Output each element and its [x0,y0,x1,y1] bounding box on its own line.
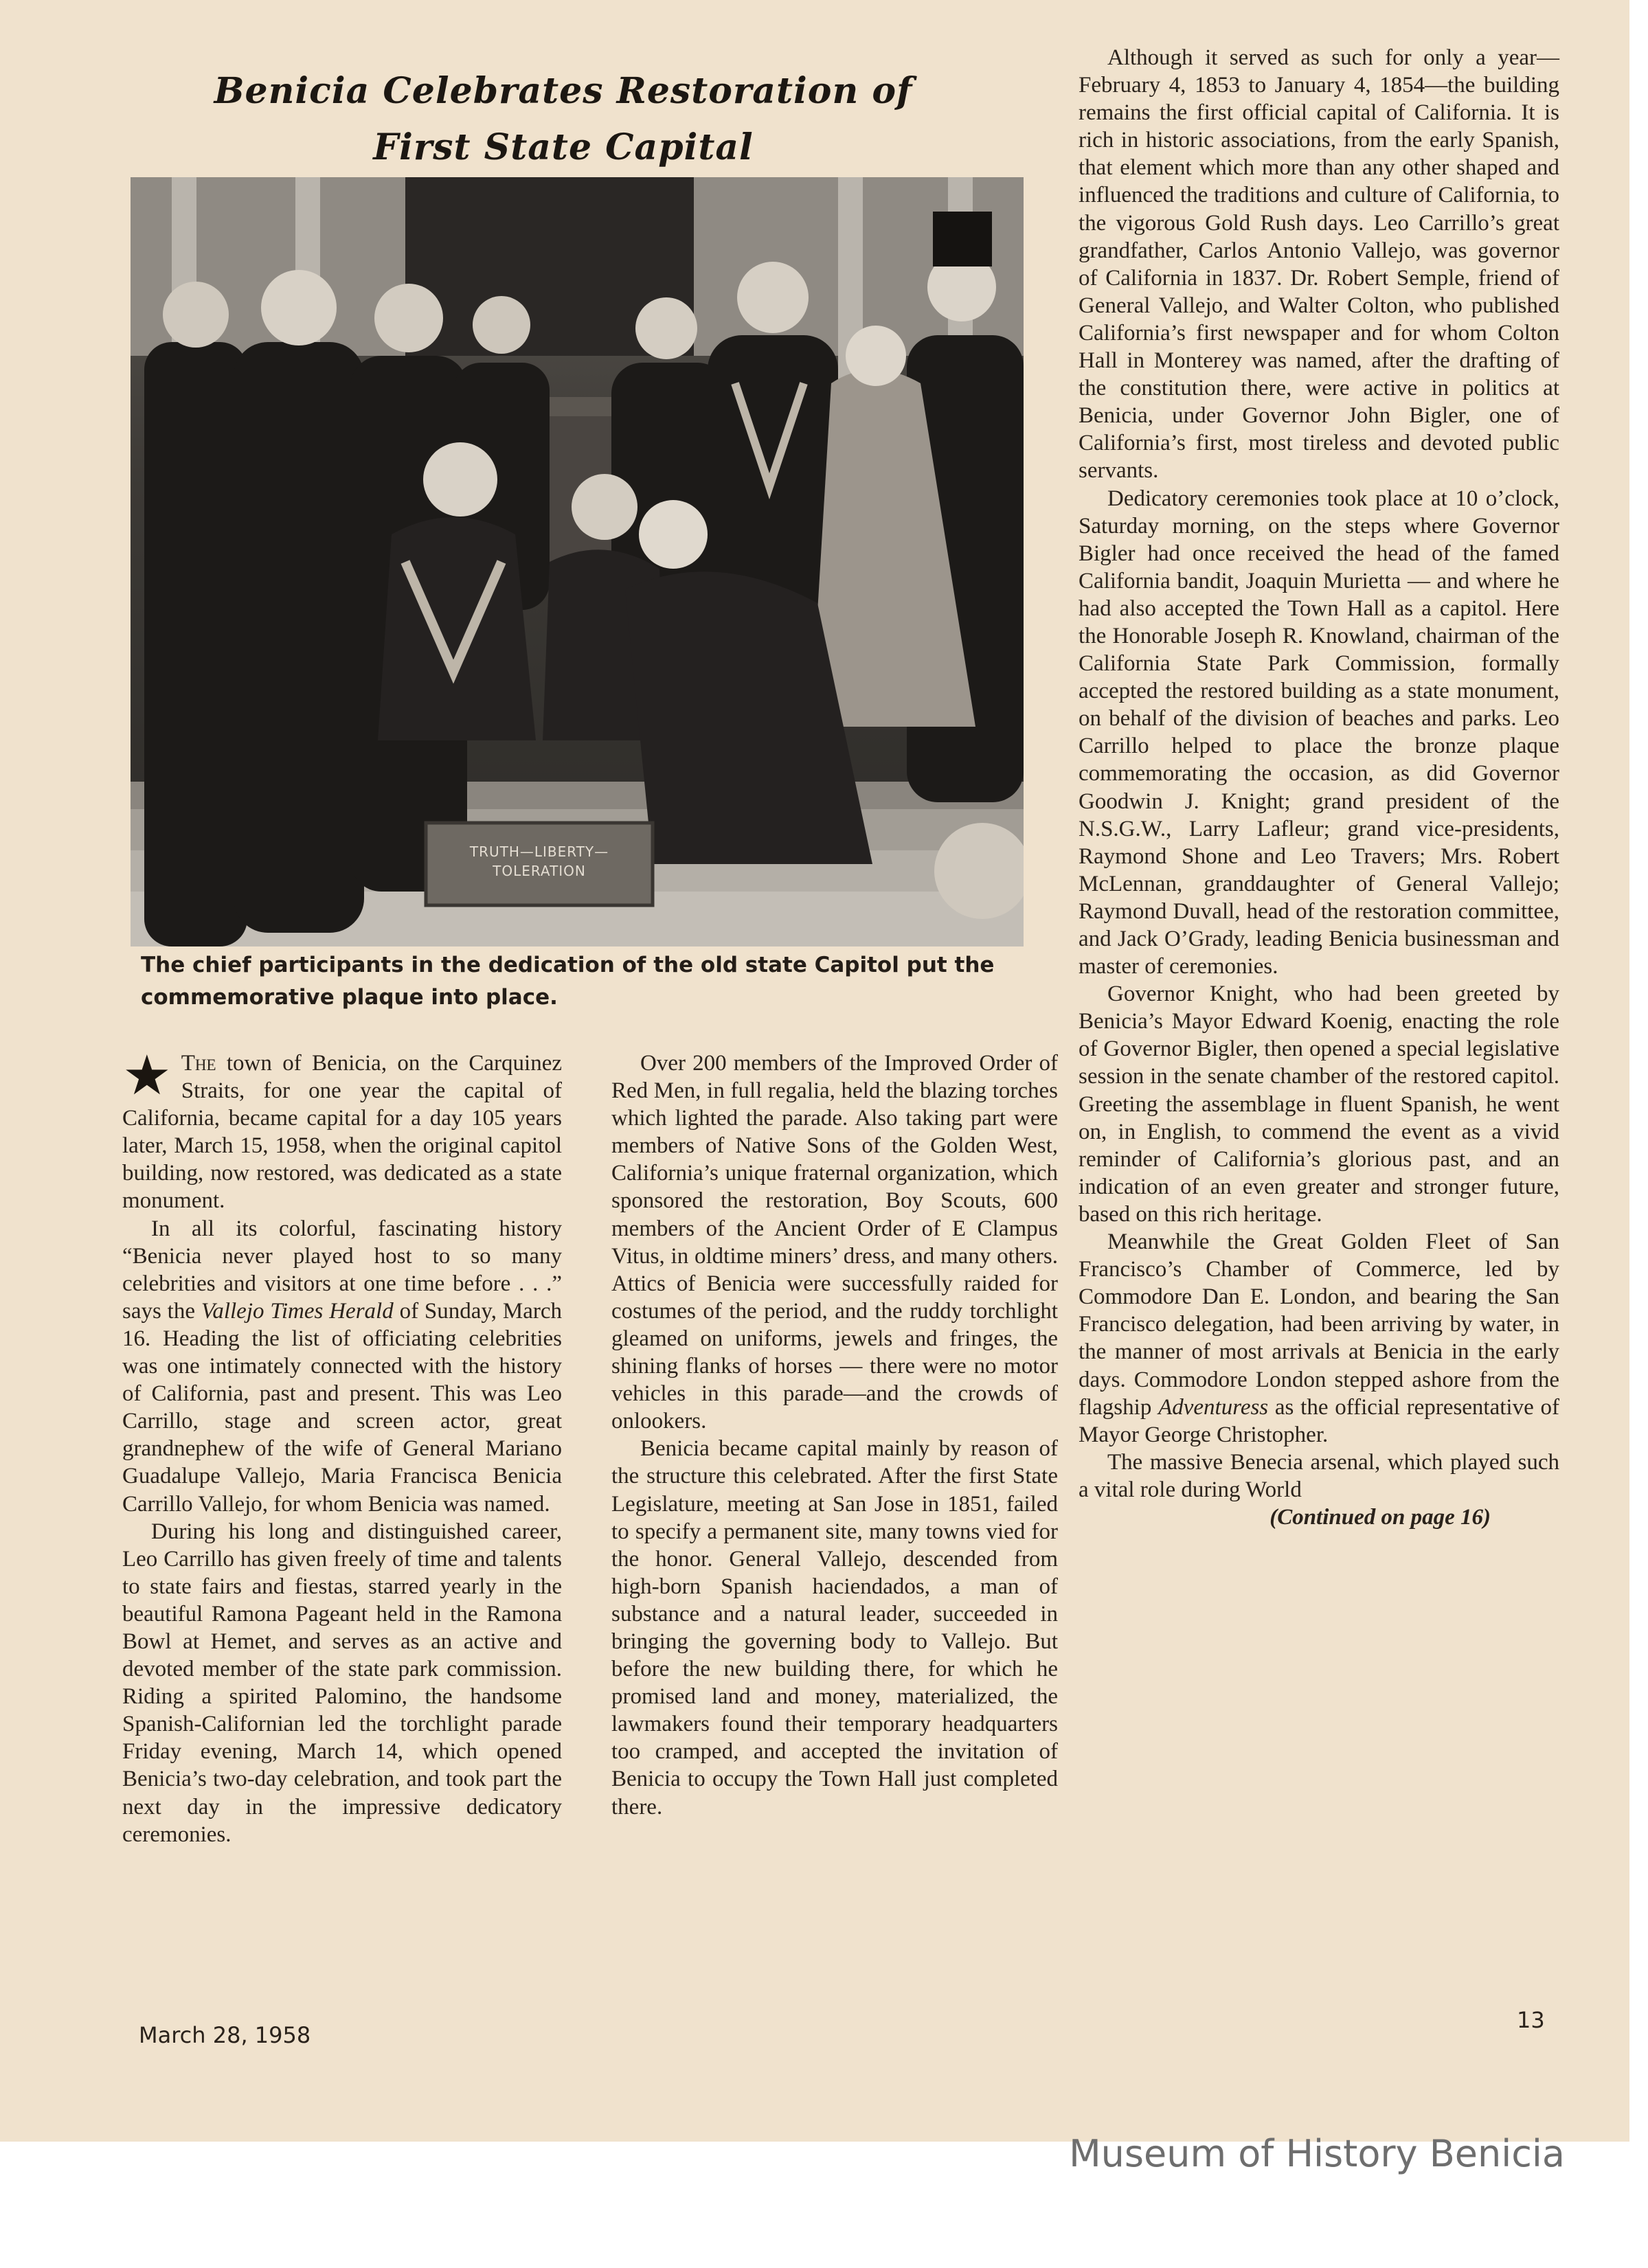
newspaper-title: Vallejo Times Herald [201,1298,394,1324]
star-icon: ★ [122,1043,172,1107]
paragraph: During his long and distinguished career, Leo Carrillo has given freely of time and talents to state fairs and fiestas, starred yearly in the beautiful Ramona Pageant held in the Ramona Bowl at Hemet, and serves as an active and devoted member of the state park commission. Riding a spirited Palomino, the handsome Spanish-Californian led the torchlight parade Friday evening, March 14, which opened Benicia’s two-day celebration, and took part the next day in the impressive dedicatory ceremonies. [122,1519,562,1847]
paragraph: Over 200 members of the Improved Order of Red Men, in full regalia, held the blazing torches which lighted the parade. Also taking part were members of Native Sons of the Golden West, California’s unique fraternal organization, which sponsored the restoration, Boy Scouts, 600 members of the Ancient Order of E Clampus Vitus, in oldtime miners’ dress, and many others. Attics of Benicia were successfully raided for costumes of the period, and the ruddy torchlight gleamed on uniforms, jewels and fringes, the shining flanks of horses — there were no motor vehicles in this parade—and the crowds of onlookers. [611,1051,1058,1434]
photo-plaque-text: TRUTH—LIBERTY—TOLERATION [469,843,609,879]
headline-line-1: Benicia Celebrates Restoration of [214,70,913,112]
lead-paragraph-text: town of Benicia, on the Carquinez Straits, for one year the capital of California, became capital for a day 105 years later, March 15, 1958, when the original capitol building, now restored, was dedicated as a state monument. [122,1051,562,1214]
paragraph: Governor Knight, who had been greeted by Benicia’s Mayor Edward Koenig, enacting the role of Governor Bigler, then opened a special legislative session in the senate chamber of the restored capitol. Greeting the assemblage in fluent Spanish, he went on, in English, to commend the event as a vivid reminder of California’s glorious past, and an indication of an even greater and stronger future, based on this rich heritage. [1079,982,1559,1227]
watermark: Museum of History Benicia [1069,2132,1565,2175]
article-column-3 [1079,44,1559,1531]
lead-word: The [181,1051,216,1076]
paragraph: The massive Benecia arsenal, which played such a vital role during World [1079,1449,1559,1502]
issue-date: March 28, 1958 [139,2022,311,2048]
headline [124,63,1003,176]
paragraph: Benicia became capital mainly by reason of the structure this celebrated. After the first State Legislature, meeting at San Jose in 1851, failed to specify a permanent site, many towns vied for the honor. General Vallejo, descended from high-born Spanish haciendados, a man of substance and a natural leader, succeeded in bringing the governing body to Vallejo. But before the new building there, for which he promised land and money, materialized, the lawmakers found their temporary headquarters too cramped, and accepted the invitation of Benicia to occupy the Town Hall just completed there. [611,1436,1058,1819]
paragraph: Although it served as such for only a year—February 4, 1853 to January 4, 1854—the building remains the first official capital of California. It is rich in historic associations, from the early Spanish, that element which more than any other shaped and influenced the traditions and culture of California, to the vigorous Gold Rush days. Leo Carrillo’s great grandfather, Carlos Antonio Vallejo, was governor of California in 1837. Dr. Robert Semple, friend of General Vallejo, and Walter Colton, who published California’s first newspaper and for whom Colton Hall in Monterey was named, after the drafting of the constitution there, were active in politics at Benicia, under Governor John Bigler, one of California’s first, most tireless and devoted public servants. [1079,45,1559,484]
ship-name: Adventuress [1158,1394,1269,1420]
paragraph: Meanwhile the Great Golden Fleet of San Francisco’s Chamber of Commerce, led by Commodore Dan E. London, and bearing the San Francisco delegation, had been arriving by water, in the manner of most arrivals at Benicia in the early days. Commodore London stepped ashore from the flagship Adventuress as the official representative of Mayor George Christopher. [1079,1229,1559,1447]
paragraph: In all its colorful, fascinating history “Benicia never played host to so many celebrities and visitors at one time before . . .” says the Vallejo Times Herald of Sunday, March 16. Heading the list of officiating celebrities was one intimately connected with the history of California, past and present. This was Leo Carrillo, stage and screen actor, great grandnephew of the wife of General Mariano Guadalupe Vallejo, Maria Francisca Benicia Carrillo Vallejo, for whom Benicia was named. [122,1216,562,1517]
article-column-2 [611,1050,1058,1821]
page-number: 13 [1517,2007,1545,2033]
continued-note: (Continued on page 16) [1269,1504,1491,1530]
dedication-photo-illustration [131,177,1024,946]
dedication-photo [131,177,1024,946]
photo-caption: The chief participants in the dedication of the old state Capitol put the commemorative plaque into place. [141,953,995,1010]
paragraph: Dedicatory ceremonies took place at 10 o’clock, Saturday morning, on the steps where Governor Bigler had once received the head of the famed California bandit, Joaquin Murietta — and where he had also accepted the Town Hall as a capitol. Here the Honorable Joseph R. Knowland, chairman of the California State Park Commission, formally accepted the restored building as a state monument, on behalf of the division of beaches and parks. Leo Carrillo helped to place the bronze plaque commemorating the occasion, as did Governor Goodwin J. Knight; grand president of the N.S.G.W., Larry Lafleur; grand vice-presidents, Raymond Shone and Leo Travers; Mrs. Robert McLennan, granddaughter of General Vallejo; Raymond Duvall, head of the restoration committee, and Jack O’Grady, leading Benicia businessman and master of ceremonies. [1079,486,1559,979]
article-column-1 [122,1043,562,1848]
headline-line-2: First State Capital [373,126,754,168]
lead-paragraph [122,1043,562,1215]
